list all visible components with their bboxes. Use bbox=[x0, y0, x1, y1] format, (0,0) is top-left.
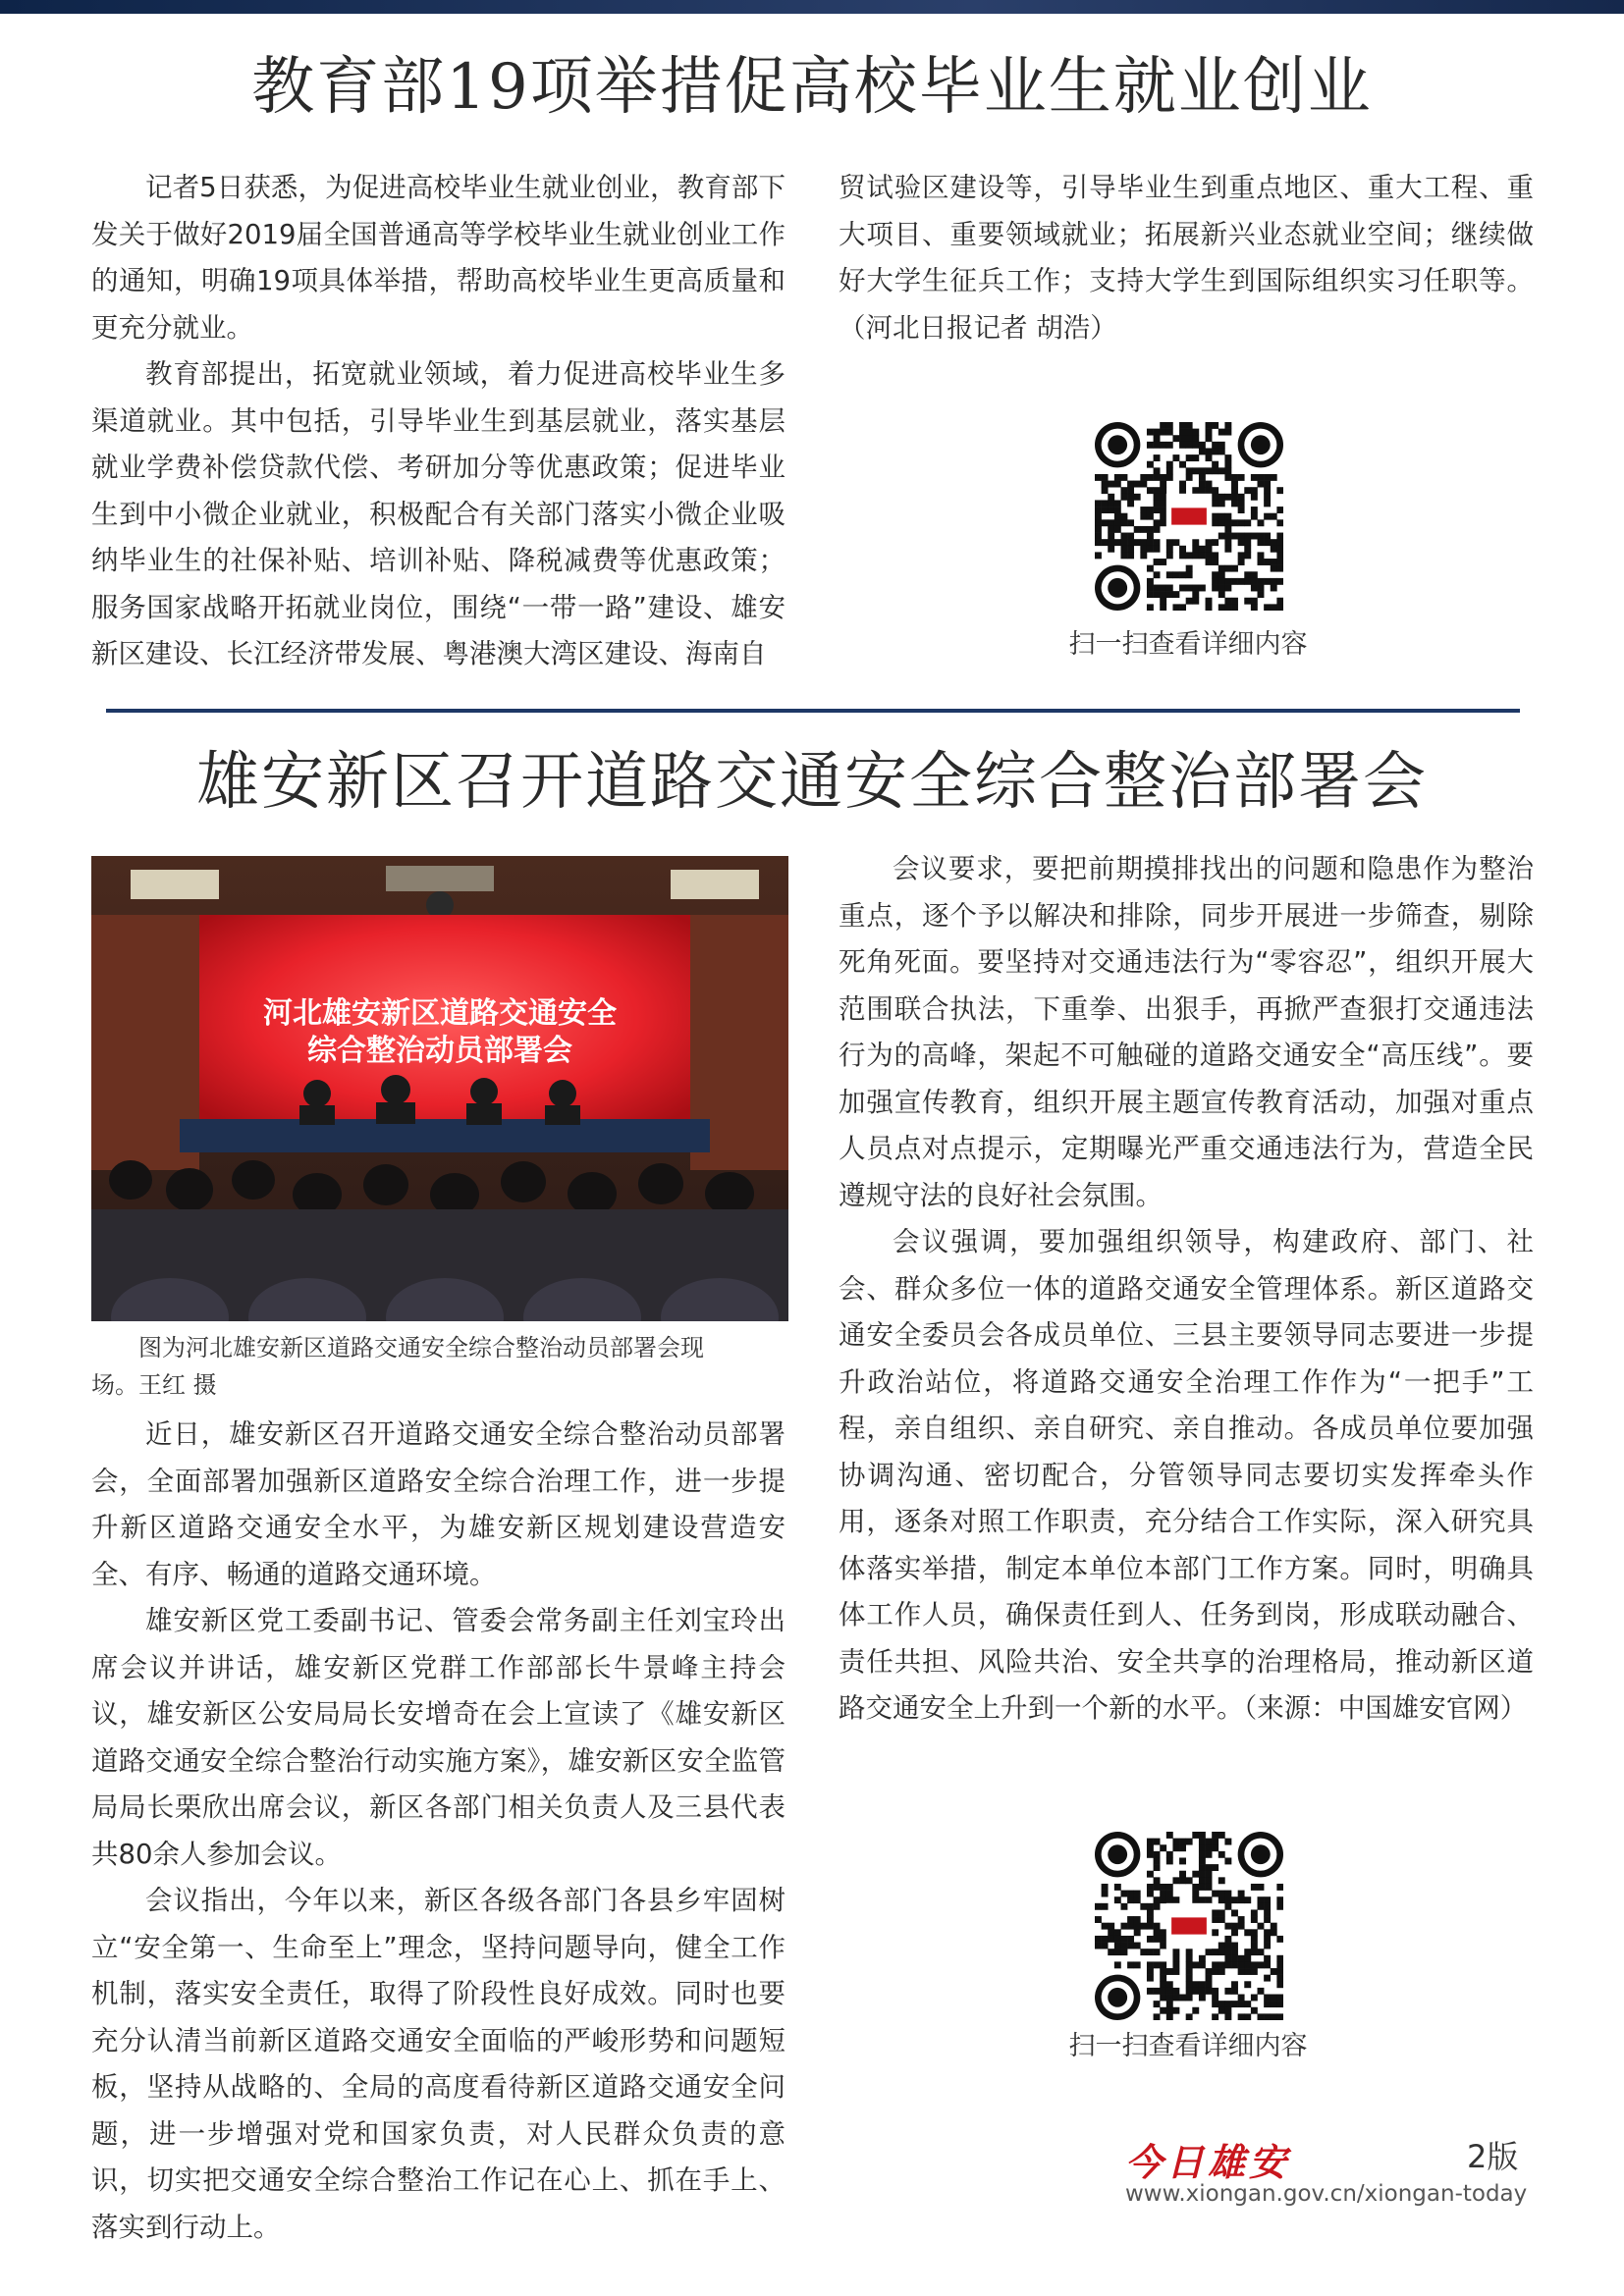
article1-paragraph: 记者5日获悉，为促进高校毕业生就业创业，教育部下发关于做好2019届全国普通高等学校毕业生就业创业工作的通知，明确19项具体举措，帮助高校毕业生更高质量和更充分就业。 bbox=[91, 172, 785, 344]
article1-paragraph: 贸试验区建设等，引导毕业生到重点地区、重大工程、重大项目、重要领域就业；拓展新兴业态就业空间；继续做好大学生征兵工作；支持大学生到国际组织实习任职等。（河北日报记者 胡浩） bbox=[839, 172, 1534, 344]
photo-caption-line2: 场。王红 摄 bbox=[91, 1371, 217, 1399]
article2-paragraph: 雄安新区党工委副书记、管委会常务副主任刘宝玲出席会议并讲话，雄安新区党群工作部部长牛景峰主持会议，雄安新区公安局局长安增奇在会上宣读了《雄安新区道路交通安全综合整治行动实施方案》，雄安新区安全监管局局长栗欣出席会议，新区各部门相关负责人及三县代表共80余人参加会议。 bbox=[91, 1605, 785, 1870]
article2-title: 雄安新区召开道路交通安全综合整治部署会 bbox=[196, 746, 1428, 819]
article2-paragraph: 近日，雄安新区召开道路交通安全综合整治动员部署会，全面部署加强新区道路安全综合治理工作，进一步提升新区道路交通安全水平，为雄安新区规划建设营造安全、有序、畅通的道路交通环境。 bbox=[91, 1418, 785, 1590]
photo-caption-line1: 图为河北雄安新区道路交通安全综合整治动员部署会现 bbox=[138, 1334, 704, 1362]
article2-paragraph: 会议要求，要把前期摸排找出的问题和隐患作为整治重点，逐个予以解决和排除，同步开展进一步筛查，剔除死角死面。要坚持对交通违法行为“零容忍”，组织开展大范围联合执法，下重拳、出狠手，再掀严查狠打交通违法行为的高峰，架起不可触碰的道路交通安全“高压线”。要加强宣传教育，组织开展主题宣传教育活动，加强对重点人员点对点提示，定期曝光严重交通违法行为，营造全民遵规守法的良好社会氛围。 bbox=[839, 853, 1534, 1211]
photo-caption bbox=[91, 1329, 785, 1404]
article1-paragraph: 教育部提出，拓宽就业领域，着力促进高校毕业生多渠道就业。其中包括，引导毕业生到基层就业，落实基层就业学费补偿贷款代偿、考研加分等优惠政策；促进毕业生到中小微企业就业，积极配合有关部门落实小微企业吸纳毕业生的社保补贴、培训补贴、降税减费等优惠政策；服务国家战略开拓就业岗位，围绕“一带一路”建设、雄安新区建设、长江经济带发展、粤港澳大湾区建设、海南自 bbox=[91, 358, 785, 669]
article1-left-column bbox=[91, 165, 785, 678]
article2-left-column bbox=[91, 1412, 785, 2251]
qr-code-icon[interactable] bbox=[1095, 1832, 1283, 2020]
section-divider bbox=[106, 709, 1520, 713]
header-bar bbox=[0, 0, 1624, 14]
article2-right-column bbox=[839, 846, 1534, 1733]
photo-banner-line2: 综合整治动员部署会 bbox=[307, 1034, 572, 1068]
qr-caption: 扫一扫查看详细内容 bbox=[1068, 2031, 1308, 2061]
brand-logo: 今日雄安 bbox=[1125, 2140, 1291, 2184]
meeting-photo bbox=[91, 856, 788, 1321]
article1-title: 教育部19项举措促高校毕业生就业创业 bbox=[251, 51, 1373, 124]
site-url[interactable]: www.xiongan.gov.cn/xiongan-today bbox=[1125, 2181, 1528, 2207]
article2-paragraph: 会议强调，要加强组织领导，构建政府、部门、社会、群众多位一体的道路交通安全管理体系。新区道路交通安全委员会各成员单位、三县主要领导同志要进一步提升政治站位，将道路交通安全治理工作作为“一把手”工程，亲自组织、亲自研究、亲自推动。各成员单位要加强协调沟通、密切配合，分管领导同志要切实发挥牵头作用，逐条对照工作职责，充分结合工作实际，深入研究具体落实举措，制定本单位本部门工作方案。同时，明确具体工作人员，确保责任到人、任务到岗，形成联动融合、责任共担、风险共治、安全共享的治理格局，推动新区道路交通安全上升到一个新的水平。（来源：中国雄安官网） bbox=[839, 1226, 1534, 1724]
article1-right-column bbox=[839, 165, 1534, 351]
photo-banner-line1: 河北雄安新区道路交通安全 bbox=[263, 996, 617, 1031]
qr-caption: 扫一扫查看详细内容 bbox=[1068, 629, 1308, 660]
article2-paragraph: 会议指出，今年以来，新区各级各部门各县乡牢固树立“安全第一、生命至上”理念，坚持问题导向，健全工作机制，落实安全责任，取得了阶段性良好成效。同时也要充分认清当前新区道路交通安全面临的严峻形势和问题短板，坚持从战略的、全局的高度看待新区道路交通安全问题，进一步增强对党和国家负责，对人民群众负责的意识，切实把交通安全综合整治工作记在心上、抓在手上、落实到行动上。 bbox=[91, 1885, 785, 2243]
page-number: 2版 bbox=[1467, 2138, 1519, 2175]
qr-code-icon[interactable] bbox=[1095, 422, 1283, 611]
